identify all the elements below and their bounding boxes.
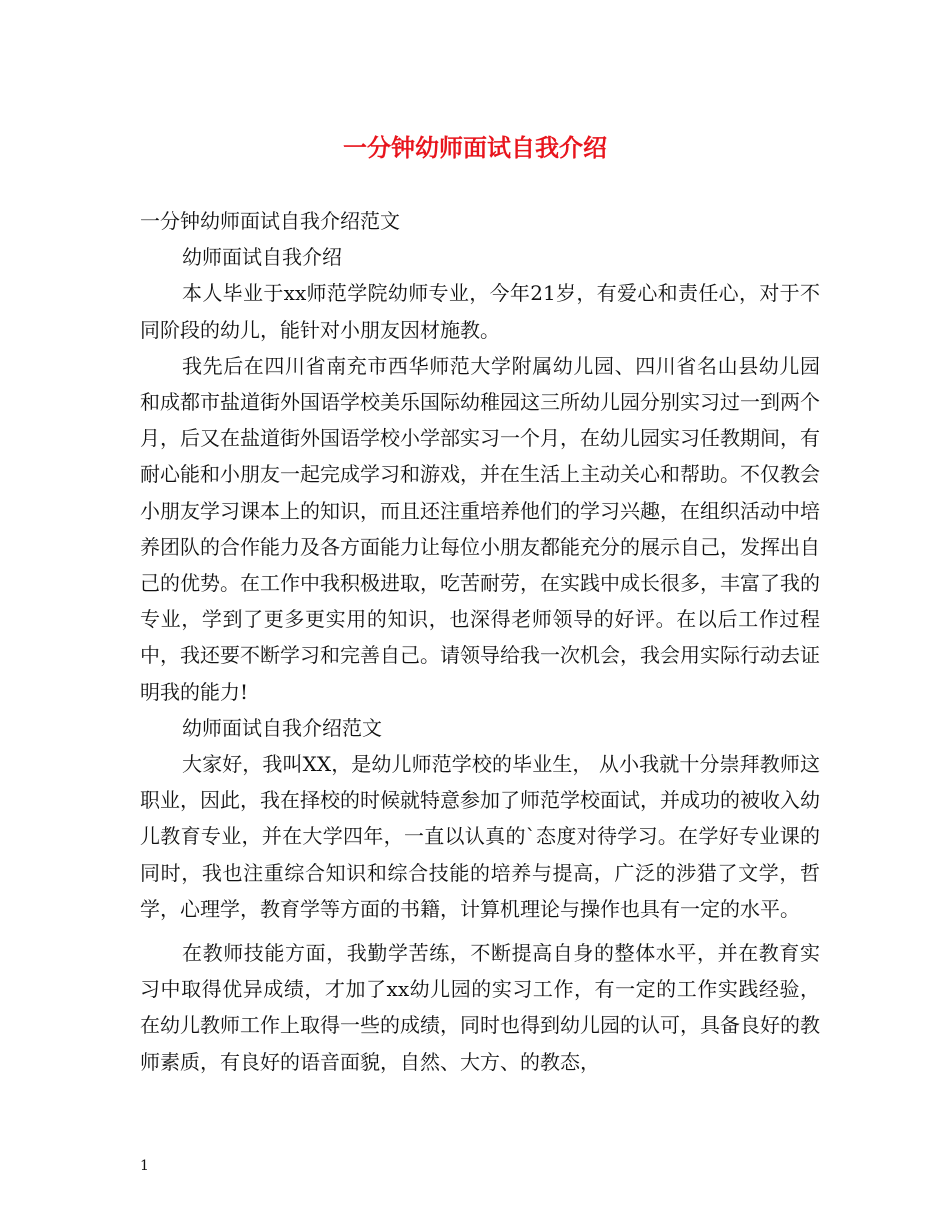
paragraph-intro: 本人毕业于xx师范学院幼师专业，今年21岁，有爱心和责任心，对于不同阶段的幼儿，能针对小朋友因材施教。 xyxy=(140,281,820,342)
paragraph-skills: 在教师技能方面，我勤学苦练，不断提高自身的整体水平，并在教育实习中取得优异成绩，才加了xx幼儿园的实习工作，有一定的工作实践经验，在幼儿教师工作上取得一些的成绩，同时也得到幼儿园的认可，具备良好的教师素质，有良好的语音面貌，自然、大方、的教态， xyxy=(140,941,820,1074)
paragraph-internship: 我先后在四川省南充市西华师范大学附属幼儿园、四川省名山县幼儿园和成都市盐道街外国语学校美乐国际幼稚园这三所幼儿园分别实习过一到两个月，后又在盐道街外国语学校小学部实习一个月，在幼儿园实习任教期间，有耐心能和小朋友一起完成学习和游戏，并在生活上主动关心和帮助。不仅教会小朋友学习课本上的知识，而且还注重培养他们的学习兴趣，在组织活动中培养团队的合作能力及各方面能力让每位小朋友都能充分的展示自己，发挥出自己的优势。在工作中我积极进取，吃苦耐劳，在实践中成长很多，丰富了我的专业，学到了更多更实用的知识，也深得老师领导的好评。在以后工作过程中，我还要不断学习和完善自己。请领导给我一次机会，我会用实际行动去证明我的能力! xyxy=(140,353,820,704)
paragraph-subheading-2: 幼师面试自我介绍范文 xyxy=(182,715,382,740)
document-title: 一分钟幼师面试自我介绍 xyxy=(343,133,607,162)
document-body xyxy=(140,203,820,1080)
paragraph-heading-main: 一分钟幼师面试自我介绍范文 xyxy=(140,209,400,233)
paragraph-greeting: 大家好，我叫XX，是幼儿师范学校的毕业生， 从小我就十分崇拜教师这职业，因此，我在择校的时候就特意参加了师范学校面试，并成功的被收入幼儿教育专业，并在大学四年，一直以认真的`态度对待学习。在学好专业课的同时，我也注重综合知识和综合技能的培养与提高，广泛的涉猎了文学，哲学，心理学，教育学等方面的书籍，计算机理论与操作也具有一定的水平。 xyxy=(140,752,820,921)
page-number: 1 xyxy=(140,1158,149,1174)
paragraph-subheading-1: 幼师面试自我介绍 xyxy=(182,245,342,270)
